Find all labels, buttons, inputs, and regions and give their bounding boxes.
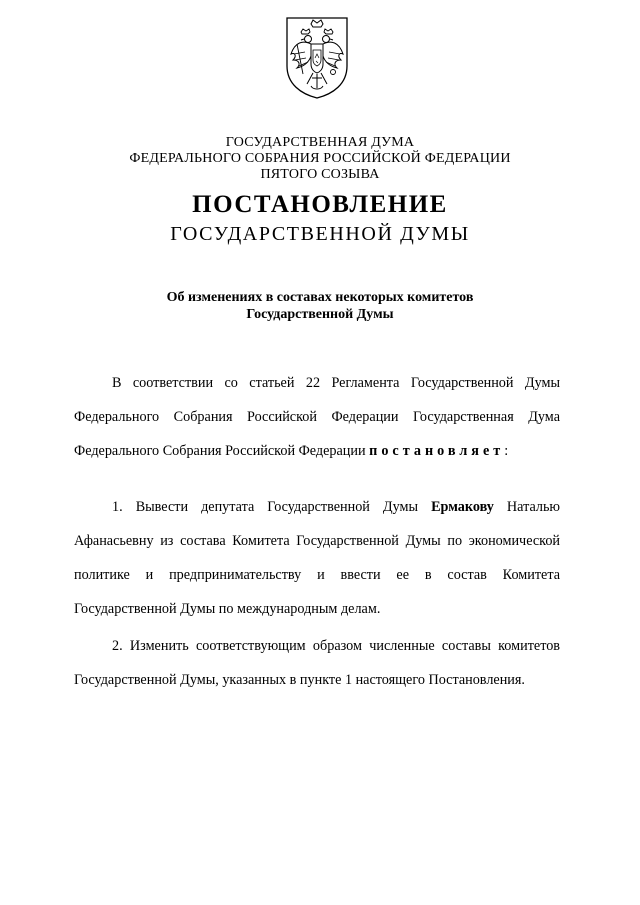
org-line-3: ПЯТОГО СОЗЫВА [260,167,380,182]
issuing-body [0,135,640,183]
coat-of-arms-emblem [281,14,353,100]
clause-2-text: Изменить соответствующим образом численные составы комитетов Государственной Думы, указанных в пункте 1 настоящего Постановления. [74,638,561,688]
subject-line-1: Об изменениях в составах некоторых комитетов [166,290,474,305]
clause-1-text-end: Наталью Афанасьевну из состава Комитета Государственной Думы по экономической политике и предпринимательству и ввести ее в состав Комитета Государственной Думы по международным делам. [74,499,561,617]
decree-word: постановляет [369,443,505,459]
clause-1-text-start: Вывести депутата Государственной Думы [135,499,419,515]
org-line-1: ГОСУДАРСТВЕННАЯ ДУМА [225,135,415,150]
org-line-2: ФЕДЕРАЛЬНОГО СОБРАНИЯ РОССИЙСКОЙ ФЕДЕРАЦИИ [129,151,511,166]
preamble-suffix: : [504,443,509,459]
document-issuer-subtitle: ГОСУДАРСТВЕННОЙ ДУМЫ [170,223,470,245]
document-type-title: ПОСТАНОВЛЕНИЕ [192,191,448,218]
clause-2-number: 2. [112,638,123,654]
clause-1 [74,490,560,626]
deputy-surname: Ермакову [431,499,494,515]
preamble-paragraph [74,366,560,468]
preamble-text: В соответствии со статьей 22 Регламента Государственной Думы Федерального Собрания Российской Федерации Государственная Дума Федерального Собрания Российской Федерации [74,375,560,459]
clause-1-number: 1. [112,499,123,515]
clause-2 [74,629,560,697]
subject-line-2: Государственной Думы [246,307,394,322]
document-subject [0,289,640,323]
